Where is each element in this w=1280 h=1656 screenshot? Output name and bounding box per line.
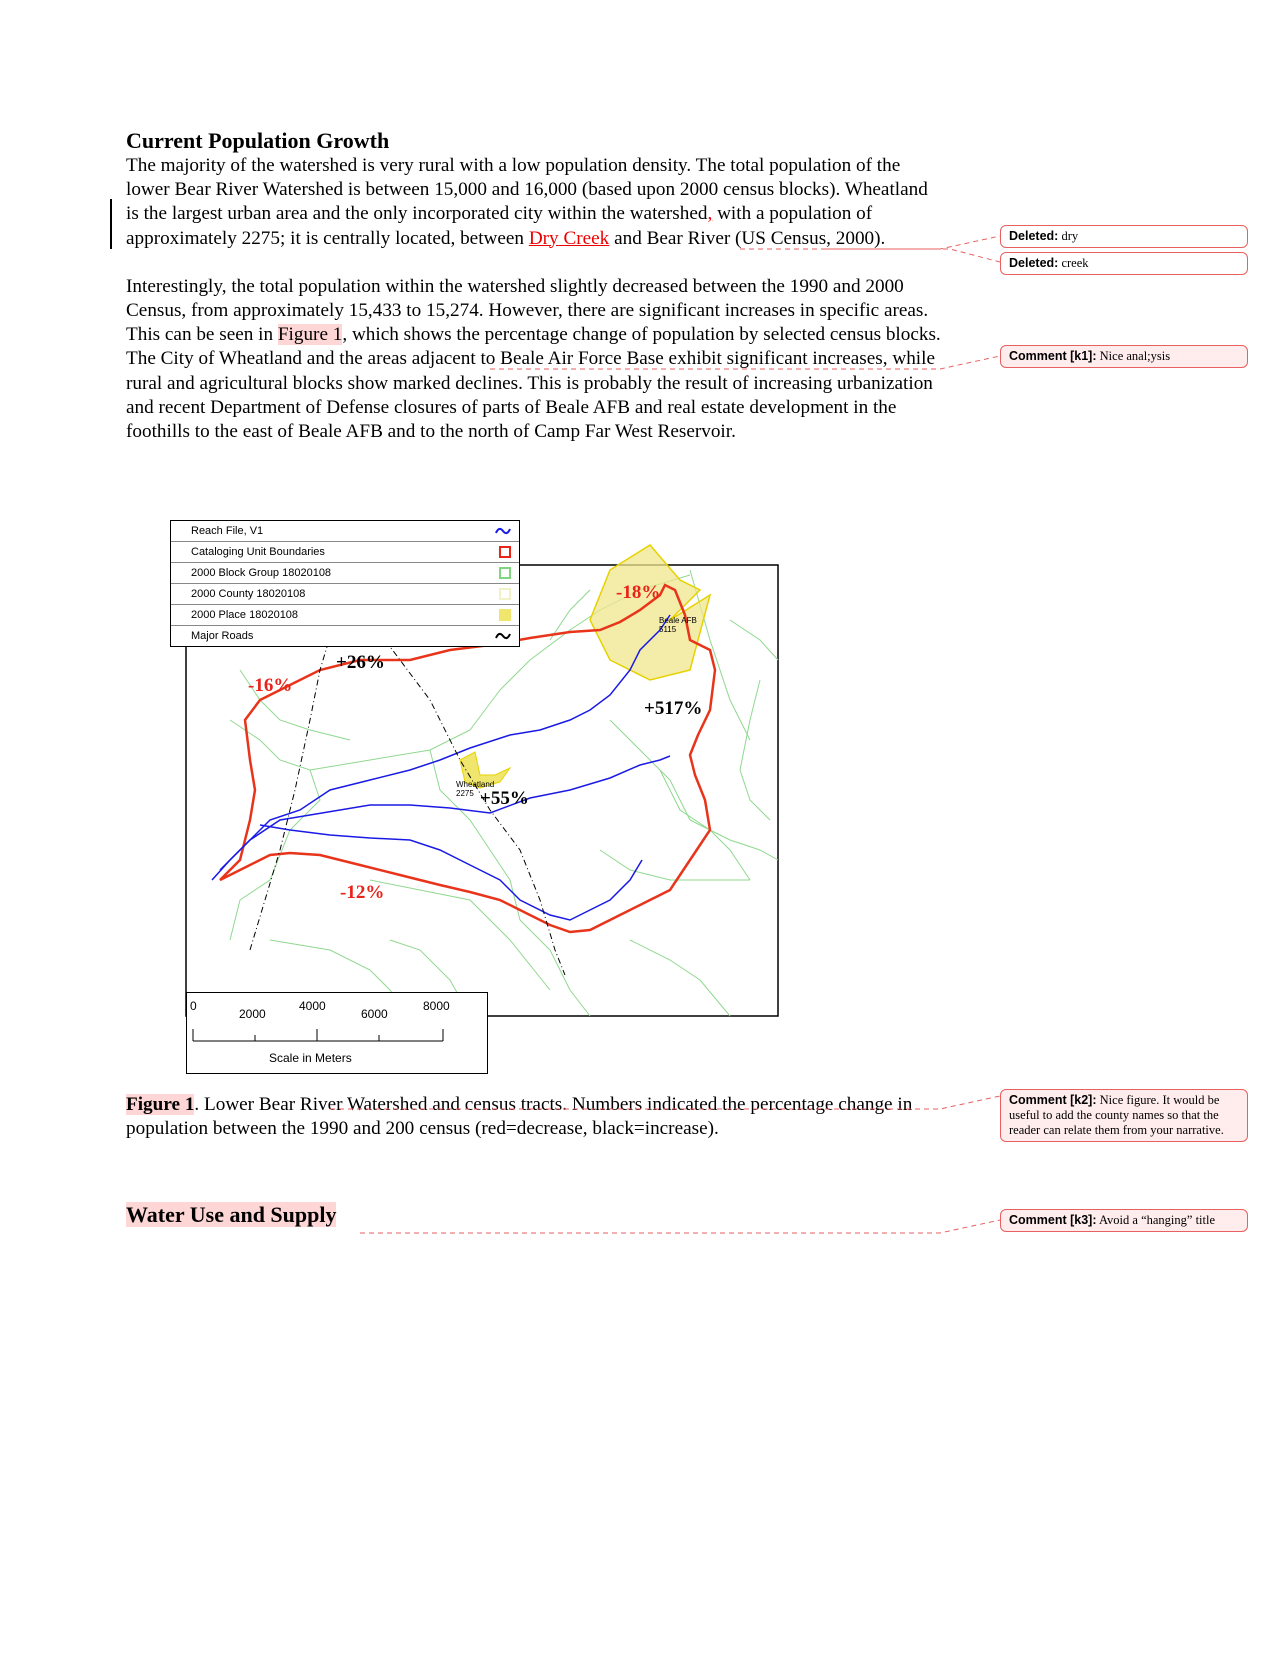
label-plus26: +26% [336,652,385,673]
comment-balloon-k2[interactable]: Comment [k2]: Nice figure. It would be useful to add the county names so that the reader can relate them from your narrative. [1000,1089,1248,1142]
section-title: Current Population Growth [126,128,390,153]
paragraph-1: The majority of the watershed is very rural with a low population density. The total population of the lower Bear River Watershed is between 15,000 and 16,000 (based upon 2000 census blocks). Wheatland is the largest urban area and the only incorporated city within the watershed, with a population of approximately 2275; it is centrally located, between Dry Creek and Bear River (US Census, 2000). [126,155,928,249]
inserted-comma[interactable]: , [707,203,713,225]
inserted-dry[interactable]: Dry [528,227,559,249]
label-wheatland: Wheatland 2275 [456,780,495,798]
label-plus517: +517% [644,698,703,719]
section2-title: Water Use and Supply [126,1202,337,1227]
legend-row: 2000 Place 18020108 [171,605,519,626]
label-plus55: +55% [480,788,529,809]
legend-row: 2000 Block Group 18020108 [171,563,519,584]
label-neg18: -18% [616,582,661,603]
scale-bar: 0 2000 4000 6000 8000 Scale in Meters [186,992,488,1074]
figure-reference[interactable]: Figure 1 [277,324,343,346]
comment-balloon-k3[interactable]: Comment [k3]: Avoid a “hanging” title [1000,1209,1248,1232]
figure-caption: Figure 1. Lower Bear River Watershed and census tracts. Numbers indicated the percentage change in population between the 1990 and 200 census (red=decrease, black=increase). [126,1094,913,1140]
paragraph-2: Interestingly, the total population within the watershed slightly decreased between the 1990 and 2000 Census, from approximately 15,433 to 15,274. However, there are significant increases in specific areas. This can be seen in Figure 1, which shows the percentage change of population by selected census blocks. The City of Wheatland and the areas adjacent to Beale Air Force Base exhibit significant increases, while rural and agricultural blocks show marked declines. This is probably the result of increasing urbanization and recent Department of Defense closures of parts of Beale AFB and real estate development in the foothills to the east of Beale AFB and to the north of Camp Far West Reservoir. [126,275,941,443]
inserted-creek[interactable]: Creek [563,227,610,249]
label-beale: Beale AFB 5115 [659,616,697,634]
deleted-balloon[interactable]: Deleted: creek [1000,252,1248,275]
caption-label: Figure [126,1094,185,1115]
legend-row: Major Roads [171,626,519,646]
legend-row: Reach File, V1 [171,521,519,542]
label-neg12: -12% [340,882,385,903]
legend-row: Cataloging Unit Boundaries [171,542,519,563]
comment-balloon-k1[interactable]: Comment [k1]: Nice anal;ysis [1000,345,1248,368]
label-neg16: -16% [248,675,293,696]
legend-row: 2000 County 18020108 [171,584,519,605]
caption-number: 1 [184,1094,195,1115]
deleted-balloon[interactable]: Deleted: dry [1000,225,1248,248]
